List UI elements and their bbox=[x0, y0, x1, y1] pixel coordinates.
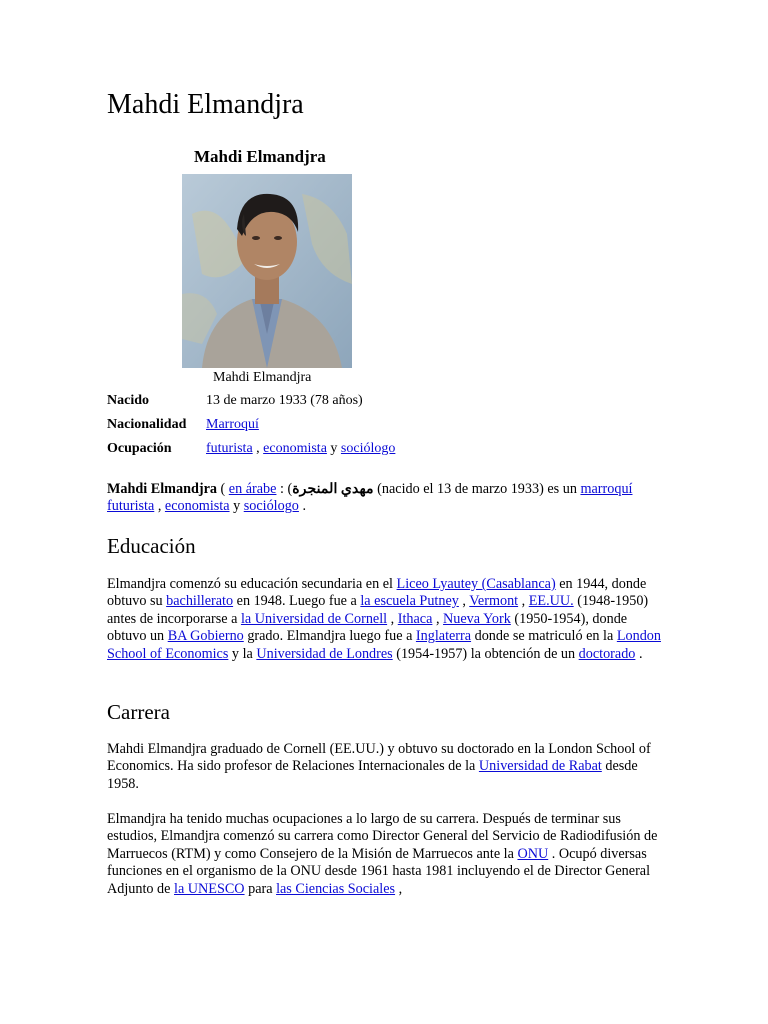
liceo-lyautey-link[interactable]: Liceo Lyautey (Casablanca) bbox=[396, 576, 556, 592]
futurista-link[interactable]: futurista bbox=[206, 441, 253, 456]
nueva-york-link[interactable]: Nueva York bbox=[443, 610, 511, 627]
bachillerato-link[interactable]: bachillerato bbox=[166, 593, 234, 610]
educacion-paragraph: Elmandjra comenzó su educación secundaria en el Liceo Lyautey (Casablanca) en 1944, donde obtuvo su bachillerato en 1948. Luego fue a la escuela Putney , Vermont , EE.UU. (1948-1950) antes de incorporarse a la Universidad de Cornell , Ithaca , Nueva York (1950-1954), donde obtuvo un BA Gobierno grado. Elmandjra luego fue a Inglaterra donde se matriculó en la London School of Economics y la Universidad de Londres (1954-1957) la obtención de un doctorado . bbox=[107, 576, 661, 662]
putney-link[interactable]: la escuela Putney bbox=[360, 593, 459, 610]
heading-educacion: Educación bbox=[107, 534, 196, 558]
row-label: Ocupación bbox=[107, 441, 172, 456]
economista-link[interactable]: economista bbox=[263, 441, 327, 456]
row-label: Nacionalidad bbox=[107, 417, 187, 432]
eeuu-link[interactable]: EE.UU. bbox=[528, 593, 574, 610]
row-label: Nacido bbox=[107, 393, 149, 408]
doctorado-link[interactable]: doctorado bbox=[578, 645, 636, 662]
en-arabe-link[interactable]: en árabe bbox=[228, 481, 277, 497]
infobox-row-born bbox=[107, 392, 395, 416]
arabic-name: مهدي المنجرة bbox=[292, 481, 374, 497]
unesco-link[interactable]: la UNESCO bbox=[174, 880, 245, 897]
ba-gobierno-link[interactable]: BA Gobierno bbox=[167, 628, 244, 645]
infobox-title: Mahdi Elmandjra bbox=[194, 147, 326, 166]
ciencias-sociales-link[interactable]: las Ciencias Sociales bbox=[276, 880, 396, 897]
sociologo-link[interactable]: sociólogo bbox=[340, 441, 396, 456]
infobox-row-nationality bbox=[107, 416, 395, 440]
portrait-photo bbox=[182, 174, 352, 368]
infobox-table bbox=[107, 392, 395, 464]
photo-caption: Mahdi Elmandjra bbox=[213, 370, 312, 385]
carrera-paragraph-1: Mahdi Elmandjra graduado de Cornell (EE.UU.) y obtuvo su doctorado en la London School of Economics. Ha sido profesor de Relaciones Internacionales de la Universidad de Rabat desde 1958. bbox=[107, 741, 651, 792]
vermont-link[interactable]: Vermont bbox=[469, 593, 519, 610]
row-value: futurista , economista y sociólogo bbox=[206, 441, 396, 456]
economista-link-2[interactable]: economista bbox=[164, 498, 230, 515]
nationality-link[interactable]: Marroquí bbox=[206, 417, 259, 432]
row-value bbox=[206, 416, 395, 440]
heading-carrera: Carrera bbox=[107, 700, 170, 724]
ithaca-link[interactable]: Ithaca bbox=[397, 610, 433, 627]
inglaterra-link[interactable]: Inglaterra bbox=[415, 628, 472, 645]
row-value: 13 de marzo 1933 (78 años) bbox=[206, 393, 363, 408]
cornell-link[interactable]: la Universidad de Cornell bbox=[240, 610, 388, 627]
marroqui-link[interactable]: marroquí bbox=[580, 481, 633, 497]
sociologo-link-2[interactable]: sociólogo bbox=[243, 498, 299, 515]
lse-link[interactable]: London School of Economics bbox=[107, 628, 661, 662]
futurista-link-2[interactable]: futurista bbox=[107, 498, 155, 515]
carrera-paragraph-2: Elmandjra ha tenido muchas ocupaciones a lo largo de su carrera. Después de terminar sus estudios, Elmandjra comenzó su carrera como Director General del Servicio de Radiodifusión de Marruecos (RTM) y como Consejero de la Misión de Marruecos ante la ONU . Ocupó diversas funciones en el organismo de la ONU desde 1961 hasta 1981 incluyendo el de Director General Adjunto de la UNESCO para las Ciencias Sociales , bbox=[107, 811, 658, 897]
univ-londres-link[interactable]: Universidad de Londres bbox=[256, 645, 393, 662]
univ-rabat-link[interactable]: Universidad de Rabat bbox=[478, 758, 602, 775]
subject-name: Mahdi Elmandjra bbox=[107, 481, 217, 497]
onu-link[interactable]: ONU bbox=[517, 845, 549, 862]
portrait-illustration bbox=[182, 174, 352, 368]
infobox-row-occupation bbox=[107, 440, 395, 464]
page-title: Mahdi Elmandjra bbox=[107, 89, 304, 120]
intro-paragraph: Mahdi Elmandjra ( en árabe : (مهدي المنجرة (nacido el 13 de marzo 1933) es un marroquí futurista , economista y sociólogo . bbox=[107, 481, 633, 515]
